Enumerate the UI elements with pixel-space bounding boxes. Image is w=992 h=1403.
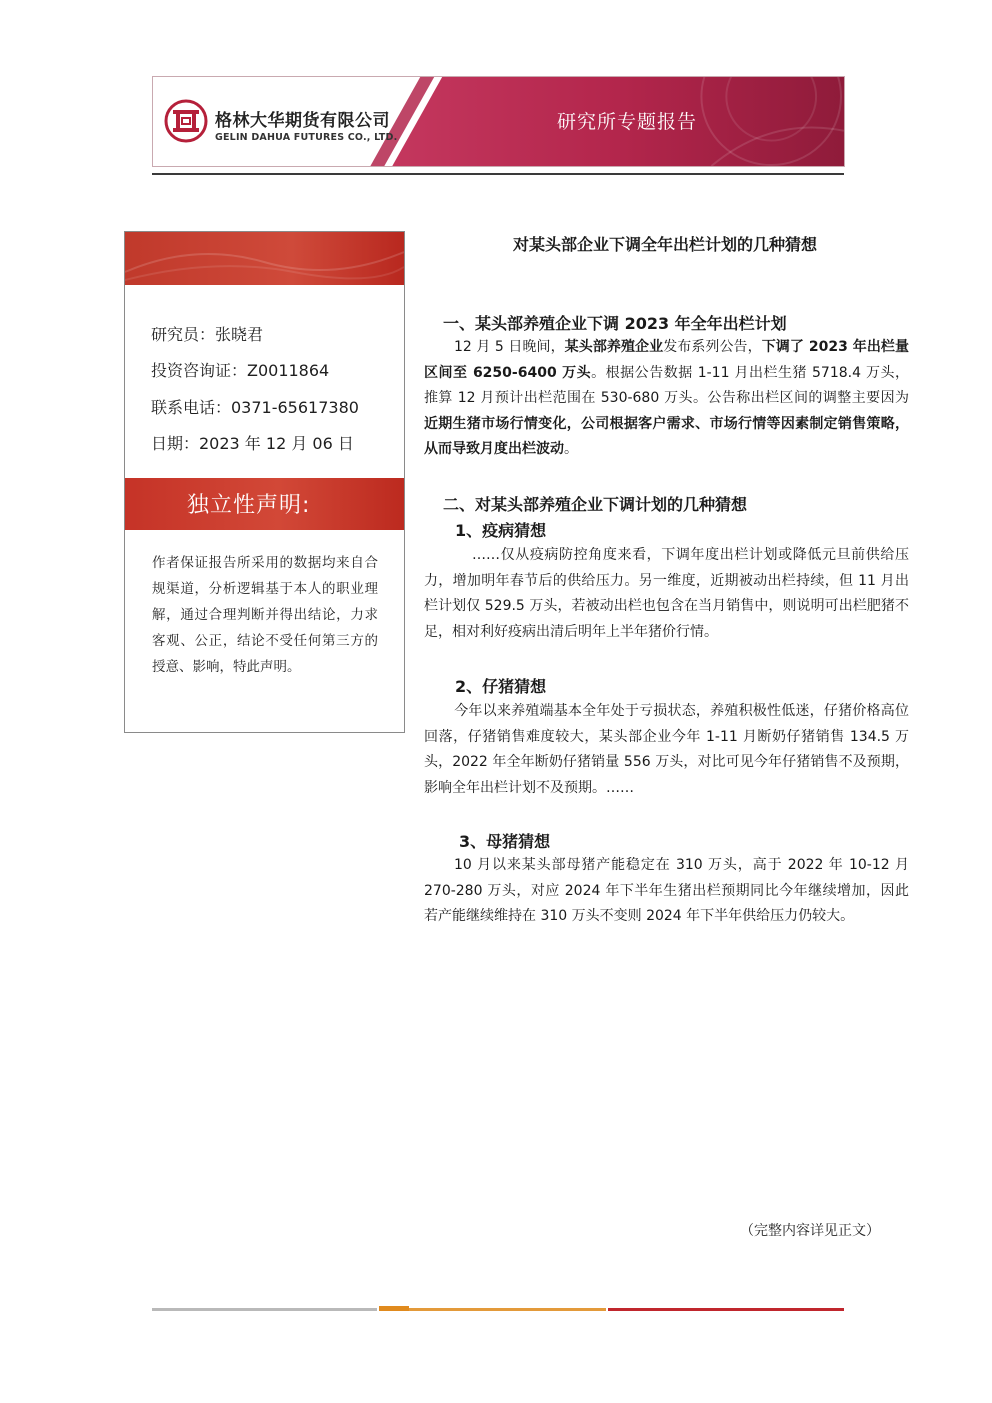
footer-bar-gray — [152, 1308, 377, 1311]
company-name-cn: 格林大华期货有限公司 — [215, 111, 390, 131]
p3-text: 今年以来养殖端基本全年处于亏损状态，养殖积极性低迷，仔猪价格高位回落，仔猪销售难度较大，某头部企业今年 1-11 月断奶仔猪销售 134.5 万头，2022 年全年断奶仔猪销量 556 万头，对比可见今年仔猪销售不及预期，影响全年出栏计划不及预期。…… — [424, 703, 909, 796]
article-title: 对某头部企业下调全年出栏计划的几种猜想 — [512, 235, 817, 254]
gelin-dahua-logo-icon — [164, 99, 208, 143]
p1-text-2: 发布系列公告， — [663, 339, 762, 355]
footer-bar-orange — [409, 1308, 606, 1311]
report-date: 日期：2023 年 12 月 06 日 — [151, 434, 354, 453]
footer-bar-orange-accent — [379, 1306, 409, 1311]
p1-text-3: 。根据公告数据 1-11 月出栏生猪 5718.4 万头，推算 12 月预计出栏范围在 530-680 万头。公告称出栏区间的调整主要因为 — [424, 364, 909, 406]
subsection-3-heading: 3、母猪猜想 — [459, 832, 551, 851]
report-type-label: 研究所专题报告 — [557, 111, 698, 133]
author-sidebar — [124, 231, 405, 733]
full-content-note: （完整内容详见正文） — [740, 1223, 880, 1239]
p1-text-1: 12 月 5 日晚间， — [454, 339, 565, 355]
p1-bold-range: 下调了 2023 年出栏量区间至 6250-6400 万头 — [424, 339, 910, 381]
license-number: 投资咨询证：Z0011864 — [151, 361, 330, 380]
report-header — [152, 76, 845, 167]
p1-bold-reason: 近期生猪市场行情变化，公司根据客户需求、市场行情等因素制定销售策略，从而导致月度出栏波动 — [424, 415, 909, 457]
subsection-3-paragraph — [424, 853, 909, 930]
subsection-2-heading: 2、仔猪猜想 — [455, 677, 547, 696]
company-name-en: GELIN DAHUA FUTURES CO., LTD. — [215, 132, 398, 143]
p4-text: 10 月以来某头部母猪产能稳定在 310 万头，高于 2022 年 10-12 月 270-280 万头，对应 2024 年下半年生猪出栏预期同比今年继续增加，因此若产能继续维持在 310 万头不变则 2024 年下半年供给压力仍较大。 — [424, 857, 909, 924]
sidebar-wave-pattern — [125, 232, 404, 285]
section-2-heading: 二、对某头部养殖企业下调计划的几种猜想 — [443, 495, 748, 514]
footer-bar-red — [608, 1308, 844, 1311]
declaration-banner — [125, 478, 404, 530]
section-1-heading: 一、某头部养殖企业下调 2023 年全年出栏计划 — [443, 314, 787, 333]
contact-phone: 联系电话：0371-65617380 — [151, 398, 359, 417]
subsection-2-paragraph — [424, 699, 909, 801]
researcher-name: 研究员：张晓君 — [151, 325, 264, 344]
p2-text: ……仅从疫病防控角度来看，下调年度出栏计划或降低元旦前供给压力，增加明年春节后的供给压力。另一维度，近期被动出栏持续，但 11 月出栏计划仅 529.5 万头，若被动出栏也包含在当月销售中，则说明可出栏肥猪不足，相对利好疫病出清后明年上半年猪价行情。 — [424, 547, 909, 640]
declaration-title: 独立性声明: — [187, 493, 311, 518]
subsection-1-heading: 1、疫病猜想 — [455, 521, 547, 540]
subsection-1-paragraph — [424, 543, 909, 645]
header-divider — [152, 173, 844, 175]
p1-text-4: 。 — [564, 441, 578, 457]
declaration-text: 作者保证报告所采用的数据均来自合规渠道，分析逻辑基于本人的职业理解，通过合理判断并得出结论，力求客观、公正，结论不受任何第三方的授意、影响，特此声明。 — [152, 555, 378, 675]
section-1-paragraph — [424, 335, 909, 463]
p1-bold-company: 某头部养殖企业 — [564, 339, 664, 355]
sidebar-top-banner — [125, 232, 404, 285]
